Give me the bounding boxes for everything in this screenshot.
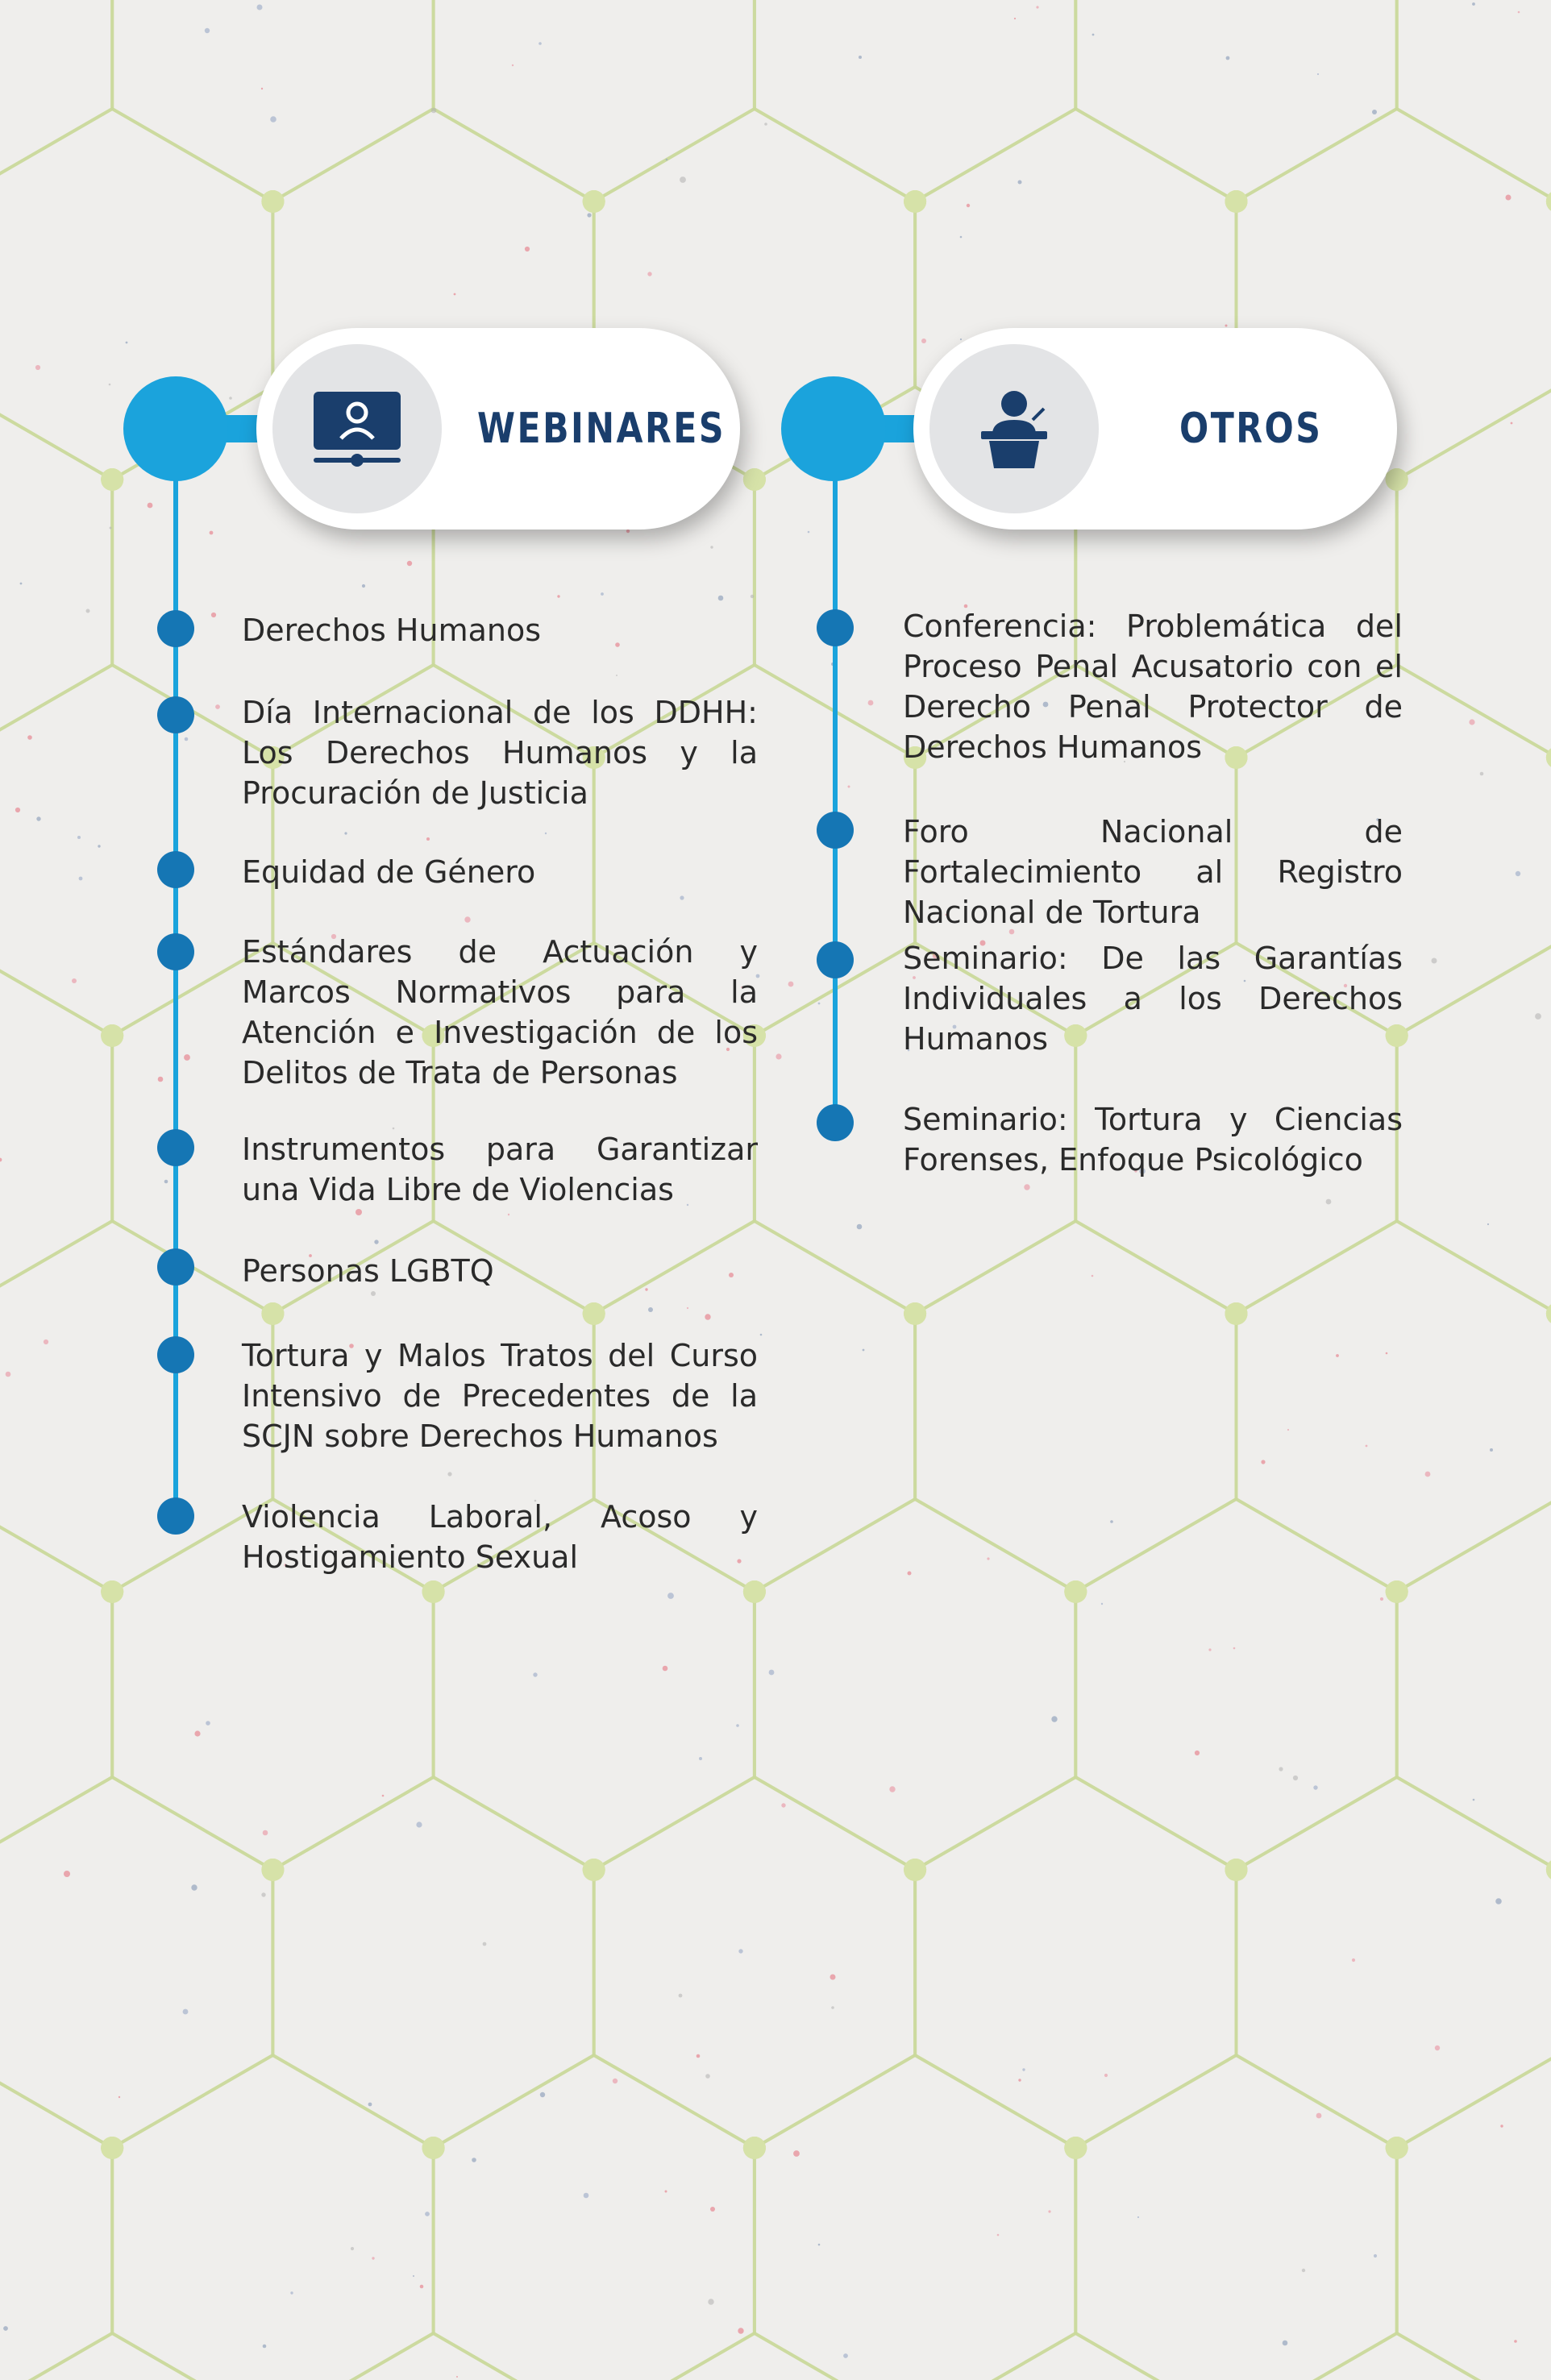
webinares-item-label: Estándares de Actuación y Marcos Normativos para la Atención e Investigación de los Delitos de Trata de Personas [242, 934, 758, 1090]
timeline-bullet [157, 1336, 194, 1373]
webinares-header [256, 328, 740, 530]
webinares-item-label: Instrumentos para Garantizar una Vida Libre de Violencias [242, 1132, 758, 1207]
webinares-item-label: Violencia Laboral, Acoso y Hostigamiento Sexual [242, 1499, 758, 1575]
timeline-bullet [817, 812, 854, 849]
otros-item-label: Foro Nacional de Fortalecimiento al Registro Nacional de Tortura [903, 814, 1403, 930]
timeline-bullet [157, 933, 194, 970]
timeline-bullet [157, 1497, 194, 1535]
webinares-item-label: Personas LGBTQ [242, 1253, 494, 1289]
webinares-item-label: Derechos Humanos [242, 613, 542, 648]
timeline-bullet [157, 1248, 194, 1286]
timeline-bullet [817, 941, 854, 978]
webinares-item-label: Tortura y Malos Tratos del Curso Intensivo de Precedentes de la SCJN sobre Derechos Humanos [242, 1338, 758, 1454]
webinares-timeline-node [123, 376, 228, 481]
otros-timeline-node [781, 376, 886, 481]
timeline-bullet [157, 696, 194, 733]
otros-item-label: Seminario: Tortura y Ciencias Forenses, Enfoque Psicológico [903, 1102, 1403, 1178]
webinares-item-label: Equidad de Género [242, 854, 536, 890]
speaker-podium-icon [929, 344, 1099, 513]
webinares-item-label: Día Internacional de los DDHH: Los Derechos Humanos y la Procuración de Justicia [242, 695, 758, 811]
otros-title: OTROS [1179, 405, 1323, 453]
timeline-bullet [817, 609, 854, 646]
otros-item-label: Conferencia: Problemática del Proceso Penal Acusatorio con el Derecho Penal Protector de Derechos Humanos [903, 608, 1403, 765]
otros-header [913, 328, 1397, 530]
timeline-bullet [157, 851, 194, 888]
computer-user-icon [272, 344, 442, 513]
webinares-title: WEBINARES [477, 405, 726, 453]
timeline-bullet [817, 1104, 854, 1141]
timeline-bullet [157, 1129, 194, 1166]
otros-timeline [833, 435, 838, 1124]
otros-item-label: Seminario: De las Garantías Individuales a los Derechos Humanos [903, 941, 1403, 1057]
timeline-bullet [157, 610, 194, 647]
